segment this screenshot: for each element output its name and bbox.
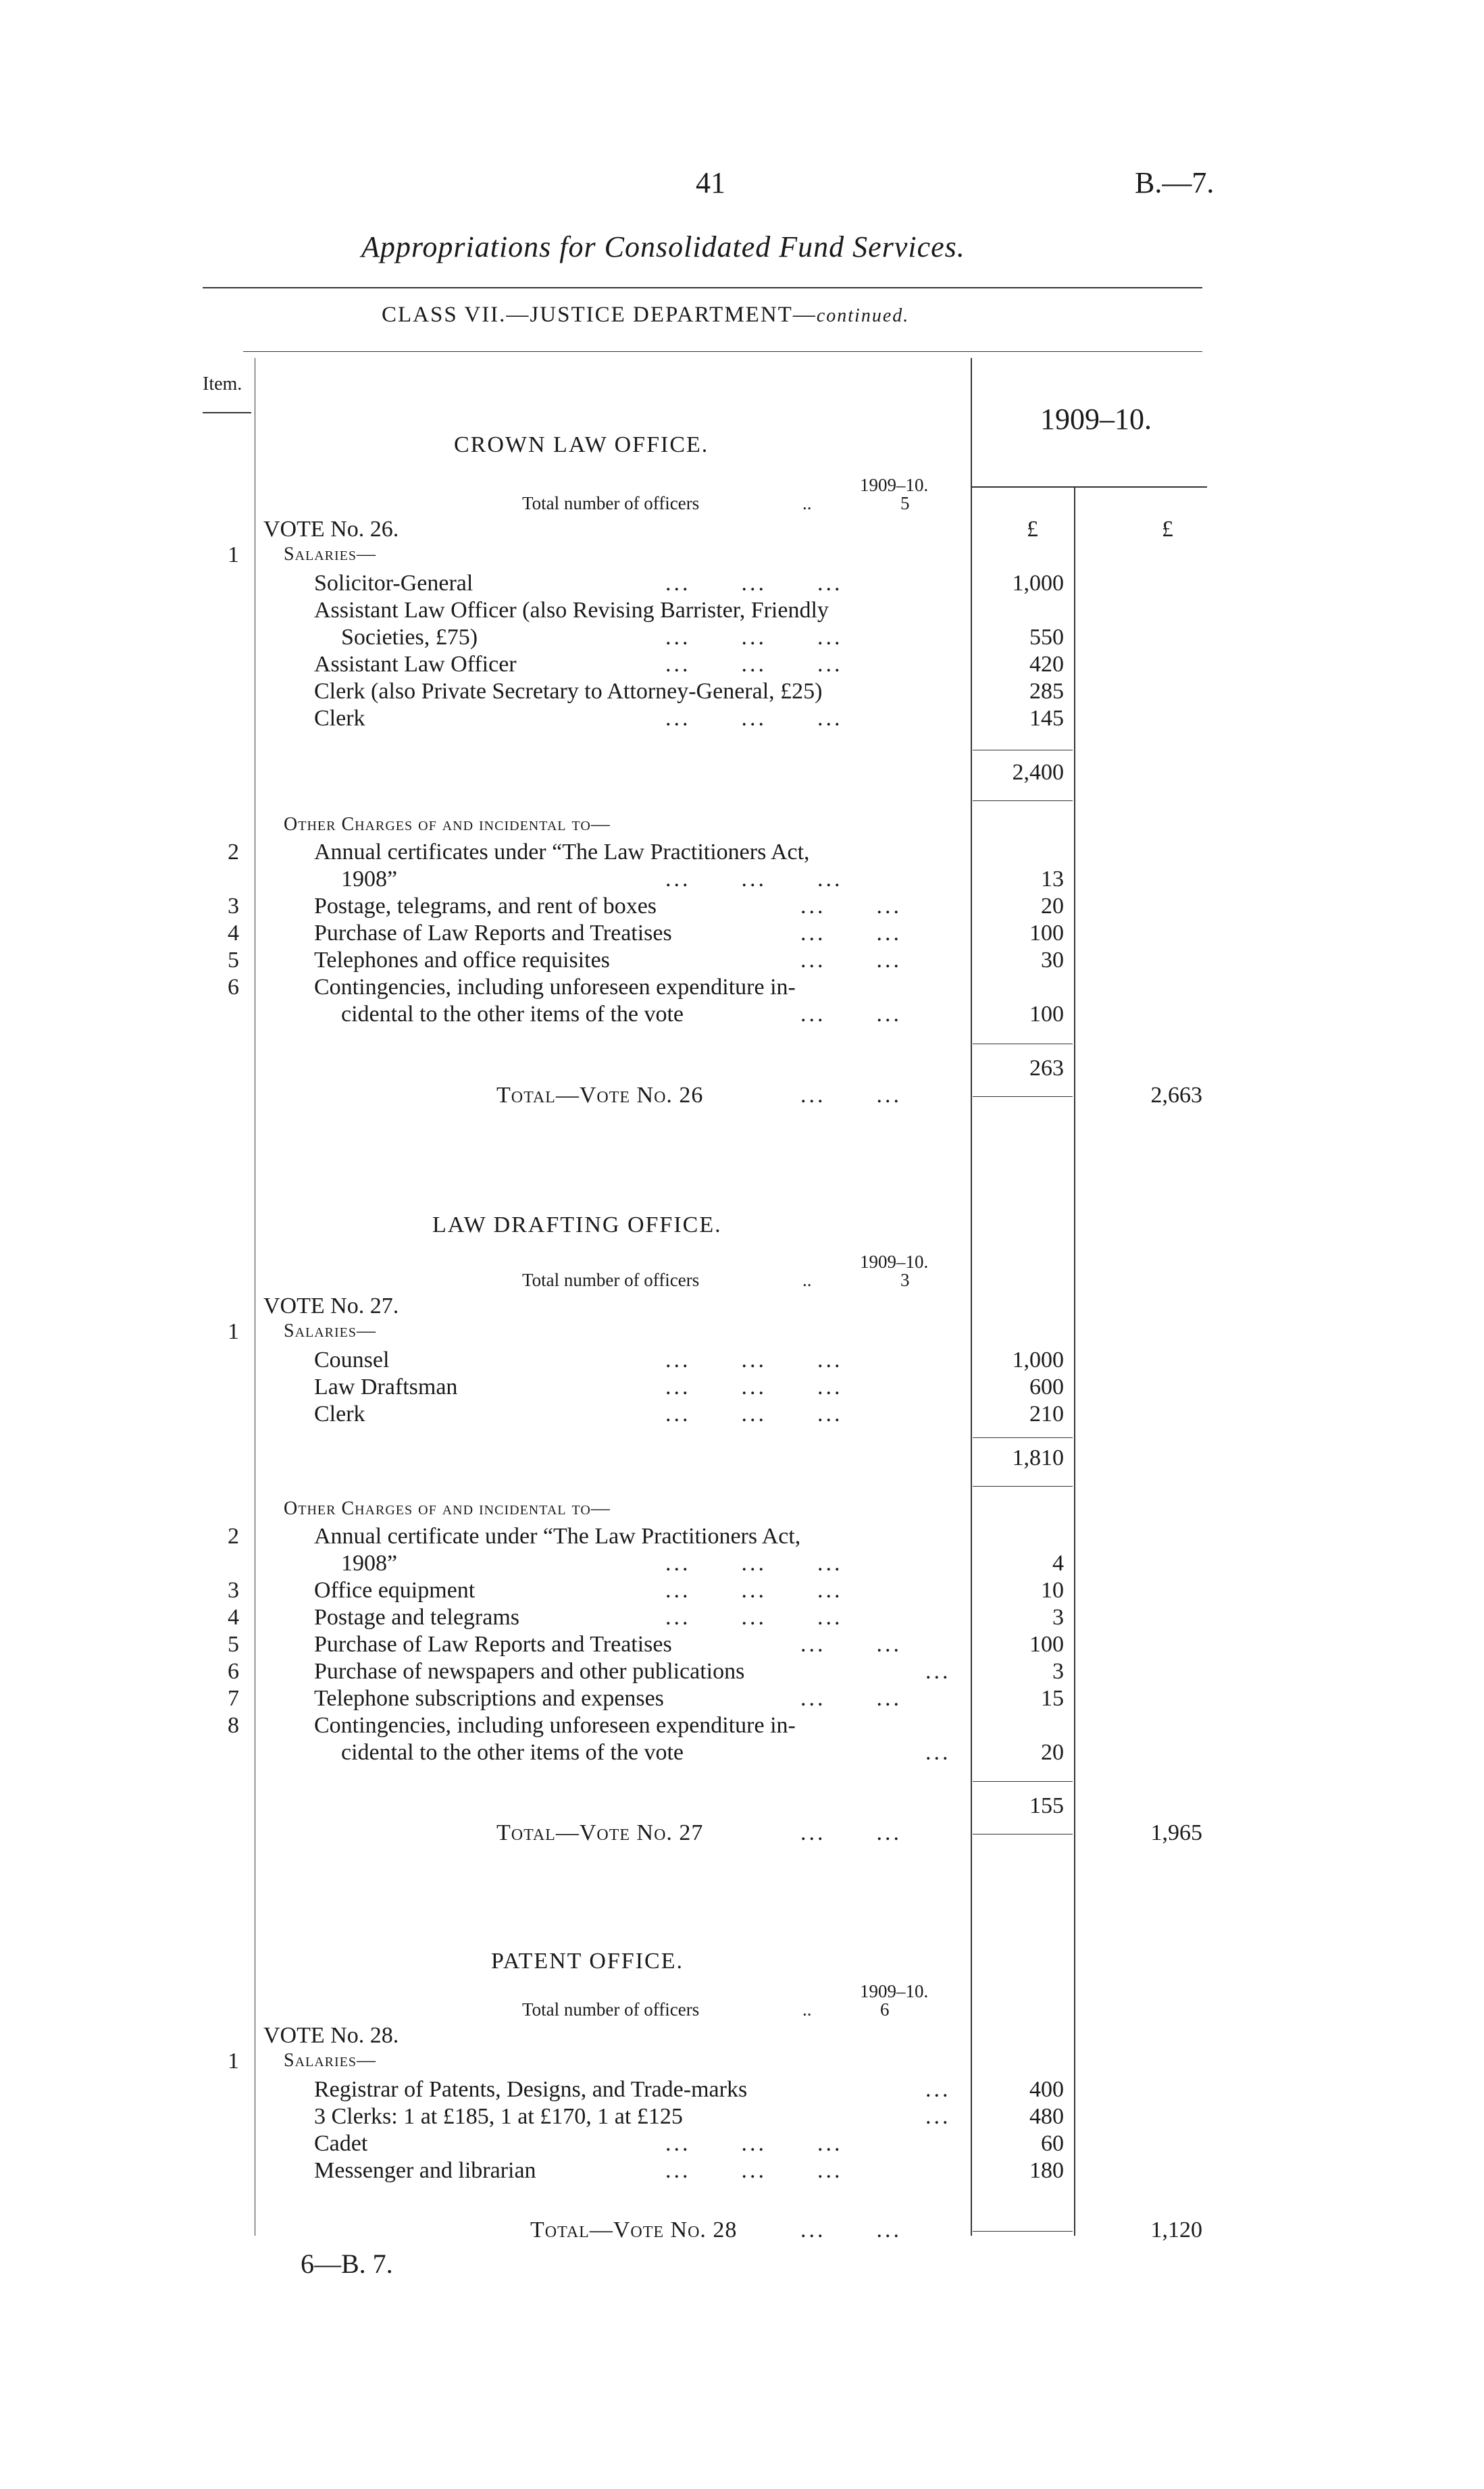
pound-sign-amounts: £	[1027, 517, 1038, 542]
item-column-header: Item.	[203, 374, 242, 394]
law-drafting-office-heading: LAW DRAFTING OFFICE.	[432, 1212, 722, 1237]
s3-salary-label: 3 Clerks: 1 at £185, 1 at £170, 1 at £125	[314, 2104, 683, 2129]
vote-26-heading: VOTE No. 26.	[263, 517, 399, 542]
patent-office-heading: PATENT OFFICE.	[491, 1949, 684, 1974]
year-column-header: 1909–10.	[1040, 403, 1152, 436]
s1-other-label: 1908”	[341, 867, 398, 892]
s1-salary-label: Assistant Law Officer	[314, 652, 517, 677]
s2-other-amount: 3	[1052, 1605, 1064, 1630]
s2-other-leader: ...	[925, 1659, 951, 1684]
s2-salary-leader: ... ... ...	[665, 1402, 843, 1427]
s1-other-label: Contingencies, including unforeseen expenditure in-	[314, 975, 796, 1000]
s2-salary-leader: ... ... ...	[665, 1375, 843, 1400]
s1-other-leader: ... ... ...	[665, 867, 843, 892]
s1-salary-amount: 420	[1029, 652, 1064, 677]
s2-other-item-number: 5	[228, 1632, 239, 1657]
s1-salary-amount: 550	[1029, 625, 1064, 650]
s1-other-item-number: 5	[228, 948, 239, 973]
s1-other-label: Purchase of Law Reports and Treatises	[314, 921, 672, 946]
s2-salary-label: Clerk	[314, 1402, 365, 1427]
s2-salary-amount: 210	[1029, 1402, 1064, 1427]
s2-salaries-heading: Salaries—	[284, 1320, 377, 1341]
s2-other-label: 1908”	[341, 1551, 398, 1576]
s2-other-label: Purchase of newspapers and other publications	[314, 1659, 745, 1684]
class-heading-continued: continued.	[816, 305, 910, 326]
s2-other-leader: ...	[925, 1740, 951, 1765]
s1-salary-label: Solicitor-General	[314, 571, 474, 596]
s2-other-label: Purchase of Law Reports and Treatises	[314, 1632, 672, 1657]
s1-officers-year: 1909–10.	[860, 475, 929, 495]
s2-other-item-number: 8	[228, 1713, 239, 1738]
s3-salary-leader: ...	[925, 2077, 951, 2102]
s3-salary-label: Messenger and librarian	[314, 2158, 536, 2183]
s2-salaries-subtotal: 1,810	[1012, 1445, 1064, 1470]
document-reference: B.—7.	[1135, 166, 1214, 199]
s2-other-leader: ... ...	[800, 1686, 902, 1711]
vote-28-heading: VOTE No. 28.	[263, 2023, 399, 2048]
s3-vote-total: 1,120	[1150, 2217, 1202, 2242]
s3-total-leader: ... ...	[800, 2217, 902, 2242]
s3-salary-leader: ... ... ...	[665, 2158, 843, 2183]
s1-other-label: Annual certificates under “The Law Practitioners Act,	[314, 840, 810, 865]
s2-other-label: Postage and telegrams	[314, 1605, 520, 1630]
s3-salaries-heading: Salaries—	[284, 2050, 377, 2071]
s2-vote-total: 1,965	[1150, 1820, 1202, 1845]
s1-other-leader: ... ...	[800, 921, 902, 946]
s2-salary-leader: ... ... ...	[665, 1348, 843, 1372]
s1-other-label: Postage, telegrams, and rent of boxes	[314, 894, 657, 919]
s3-officers-label: Total number of officers	[522, 1999, 700, 2020]
s2-other-item-number: 6	[228, 1659, 239, 1684]
s3-total-label: Total—Vote No. 28	[530, 2217, 738, 2242]
s1-officers-dots: ..	[802, 493, 812, 513]
amount-column-divider	[971, 358, 972, 2236]
s2-salary-label: Counsel	[314, 1348, 390, 1372]
s2-other-amount: 20	[1041, 1740, 1064, 1765]
subtotal-column-divider	[1074, 486, 1075, 2236]
s1-salary-label: Assistant Law Officer (also Revising Barrister, Friendly	[314, 598, 829, 623]
s2-total-label: Total—Vote No. 27	[496, 1820, 704, 1845]
s2-other-item-number: 3	[228, 1578, 239, 1603]
s2-other-item-number: 7	[228, 1686, 239, 1711]
s1-other-leader: ... ...	[800, 948, 902, 973]
s1-salaries-subtotal: 2,400	[1012, 760, 1064, 785]
s1-other-amount: 13	[1041, 867, 1064, 892]
s1-subtotal-rule	[973, 800, 1073, 801]
s1-other-item-number: 3	[228, 894, 239, 919]
s3-salary-amount: 480	[1029, 2104, 1064, 2129]
s1-total-label: Total—Vote No. 26	[496, 1083, 704, 1108]
s2-salary-amount: 600	[1029, 1375, 1064, 1400]
s1-salary-leader: ... ... ...	[665, 652, 843, 677]
s2-officers-year: 1909–10.	[860, 1252, 929, 1272]
page-signature: 6—B. 7.	[301, 2249, 393, 2279]
s2-other-label: Office equipment	[314, 1578, 476, 1603]
s2-total-leader: ... ...	[800, 1820, 902, 1845]
title-rule	[203, 287, 1202, 288]
page-number: 41	[696, 166, 725, 199]
crown-law-office-heading: CROWN LAW OFFICE.	[454, 432, 709, 457]
s2-other-amount: 10	[1041, 1578, 1064, 1603]
s1-salary-leader: ... ... ...	[665, 706, 843, 731]
s3-salary-label: Registrar of Patents, Designs, and Trade-marks	[314, 2077, 748, 2102]
s2-salary-amount: 1,000	[1012, 1348, 1064, 1372]
s2-other-label: Contingencies, including unforeseen expenditure in-	[314, 1713, 796, 1738]
s3-salary-label: Cadet	[314, 2131, 368, 2156]
s1-salary-label: Clerk (also Private Secretary to Attorney-General, £25)	[314, 679, 823, 704]
s2-other-amount: 15	[1041, 1686, 1064, 1711]
s3-salaries-item-number: 1	[228, 2049, 239, 2074]
s2-other-leader: ... ... ...	[665, 1605, 843, 1630]
s3-salary-leader: ...	[925, 2104, 951, 2129]
class-heading-text: CLASS VII.—JUSTICE DEPARTMENT—	[382, 303, 817, 327]
header-rule	[243, 351, 1202, 352]
s3-salary-amount: 180	[1029, 2158, 1064, 2183]
item-header-rule	[203, 412, 251, 413]
page-title: Appropriations for Consolidated Fund Services.	[361, 230, 965, 263]
s1-officers-label: Total number of officers	[522, 493, 700, 513]
s3-officers-dots: ..	[802, 1999, 812, 2020]
s2-other-leader: ... ... ...	[665, 1551, 843, 1576]
s1-officers-count: 5	[900, 493, 910, 513]
s1-salary-leader: ... ... ...	[665, 625, 843, 650]
s2-other-amount: 3	[1052, 1659, 1064, 1684]
s1-other-leader: ... ...	[800, 894, 902, 919]
vote-27-heading: VOTE No. 27.	[263, 1293, 399, 1318]
s3-salary-amount: 400	[1029, 2077, 1064, 2102]
s2-salaries-rule	[973, 1437, 1073, 1438]
s2-other-label: Telephone subscriptions and expenses	[314, 1686, 664, 1711]
s2-other-item-number: 4	[228, 1605, 239, 1630]
s2-salary-label: Law Draftsman	[314, 1375, 458, 1400]
s1-other-amount: 30	[1041, 948, 1064, 973]
s1-other-charges-heading: Other Charges of and incidental to—	[284, 814, 611, 835]
s3-salary-amount: 60	[1041, 2131, 1064, 2156]
s1-salary-amount: 1,000	[1012, 571, 1064, 596]
s2-other-subtotal: 155	[1029, 1793, 1064, 1818]
s1-vote-total: 2,663	[1150, 1083, 1202, 1108]
s2-officers-dots: ..	[802, 1270, 812, 1290]
s1-other-amount: 100	[1029, 921, 1064, 946]
s1-other-amount: 20	[1041, 894, 1064, 919]
s1-other-item-number: 4	[228, 921, 239, 946]
s2-salaries-item-number: 1	[228, 1319, 239, 1344]
s1-salaries-item-number: 1	[228, 542, 239, 567]
s3-officers-year: 1909–10.	[860, 1981, 929, 2001]
s3-officers-count: 6	[880, 1999, 890, 2020]
s3-salary-leader: ... ... ...	[665, 2131, 843, 2156]
s1-salary-amount: 285	[1029, 679, 1064, 704]
s1-total-leader: ... ...	[800, 1083, 902, 1108]
s1-other-item-number: 6	[228, 975, 239, 1000]
s2-other-amount: 4	[1052, 1551, 1064, 1576]
s1-salary-label: Societies, £75)	[341, 625, 478, 650]
s2-officers-count: 3	[900, 1270, 910, 1290]
s2-other-label: Annual certificate under “The Law Practitioners Act,	[314, 1524, 801, 1549]
s1-salary-leader: ... ... ...	[665, 571, 843, 596]
s2-other-label: cidental to the other items of the vote	[341, 1740, 684, 1765]
pound-sign-totals: £	[1162, 517, 1173, 542]
s1-salary-amount: 145	[1029, 706, 1064, 731]
s2-other-charges-heading: Other Charges of and incidental to—	[284, 1498, 611, 1519]
year-header-rule	[971, 486, 1207, 488]
s1-other-amount: 100	[1029, 1002, 1064, 1027]
class-heading	[382, 303, 909, 328]
s2-other-rule	[973, 1781, 1073, 1782]
s2-other-leader: ... ...	[800, 1632, 902, 1657]
s2-other-leader: ... ... ...	[665, 1578, 843, 1603]
s1-other-label: cidental to the other items of the vote	[341, 1002, 684, 1027]
s1-other-label: Telephones and office requisites	[314, 948, 610, 973]
s1-total-rule	[973, 1096, 1073, 1097]
s1-salary-label: Clerk	[314, 706, 365, 731]
s2-officers-label: Total number of officers	[522, 1270, 700, 1290]
s2-other-amount: 100	[1029, 1632, 1064, 1657]
s3-total-rule	[973, 2231, 1073, 2232]
s1-salaries-heading: Salaries—	[284, 544, 377, 565]
s1-other-subtotal: 263	[1029, 1056, 1064, 1081]
s1-other-leader: ... ...	[800, 1002, 902, 1027]
s1-other-item-number: 2	[228, 840, 239, 865]
s2-other-item-number: 2	[228, 1524, 239, 1549]
s2-subtotal-rule	[973, 1486, 1073, 1487]
